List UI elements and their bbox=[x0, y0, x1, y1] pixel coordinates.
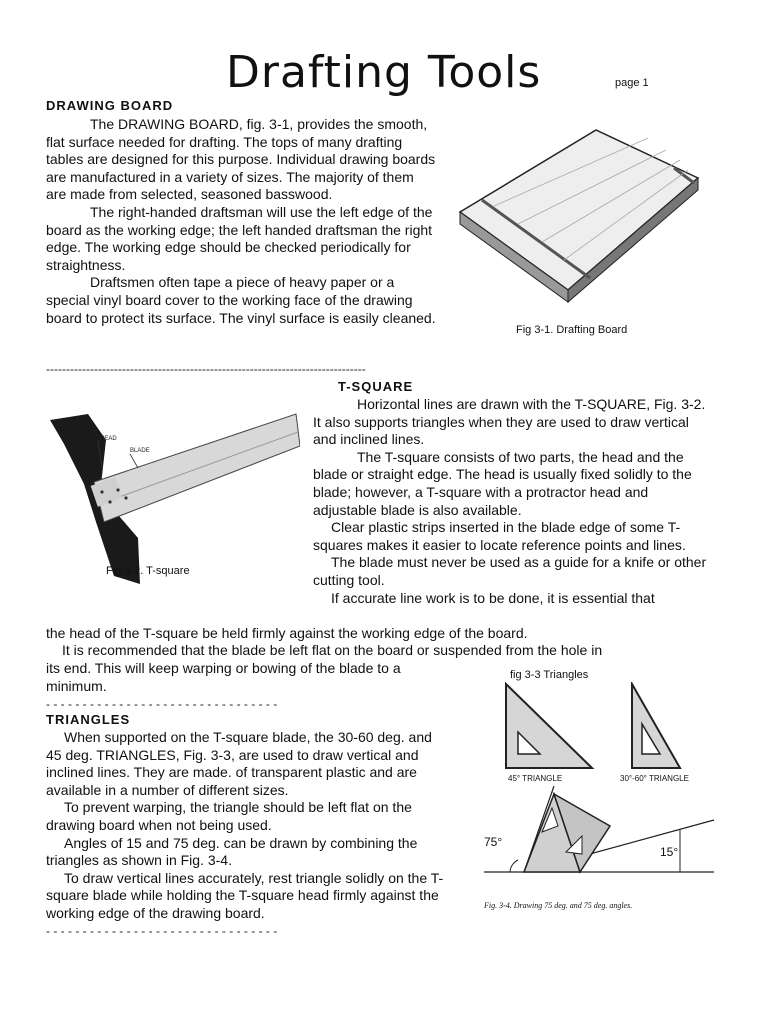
paragraph: The blade must never be used as a guide for a knife or other cutting tool. bbox=[313, 554, 707, 588]
fig-3-2-caption: Fig 3-2. T-square bbox=[106, 565, 190, 577]
paragraph: The DRAWING BOARD, fig. 3-1, provides the smooth, flat surface needed for drafting. The tops of many drafting tables are designed for this purpose. Individual drawing boards are manufactured in a variety of sizes. The majority of them are made from selected, seasoned basswood. bbox=[46, 116, 436, 203]
triangles-figure bbox=[484, 668, 716, 786]
t-square-text-rest: its end. This will keep warping or bowing of the blade to a minimum. bbox=[46, 660, 401, 694]
paragraph: If accurate line work is to be done, it is essential that bbox=[331, 589, 655, 606]
blade-label: BLADE bbox=[130, 448, 150, 454]
t-square-text-full-line: the head of the T-square be held firmly against the working edge of the board. bbox=[46, 625, 528, 641]
t-square-figure bbox=[44, 410, 300, 586]
paragraph: To draw vertical lines accurately, rest triangle solidly on the T-square blade while holding the T-square head firmly against the working edge of the drawing board. bbox=[46, 869, 444, 921]
drawing-board-heading: DRAWING BOARD bbox=[46, 98, 174, 113]
t-square-illustration bbox=[44, 410, 300, 586]
t-square-text-recommend: It is recommended that the blade be left flat on the board or suspended from the hole in bbox=[62, 642, 603, 658]
drafting-board-illustration bbox=[448, 108, 716, 348]
page-number: page 1 bbox=[615, 77, 649, 89]
paragraph: The T-square consists of two parts, the head and the blade or straight edge. The head is usually fixed solidly to the blade; however, a T-square with a protractor head and adjustable blade is also available. bbox=[313, 448, 692, 518]
label-75-degrees: 75° bbox=[484, 835, 503, 849]
paragraph: Angles of 15 and 75 deg. can be drawn by combining the triangles as shown in Fig. 3-4. bbox=[46, 834, 418, 869]
label-30-60-triangle: 30°-60° TRIANGLE bbox=[620, 774, 689, 783]
triangles-text bbox=[46, 729, 450, 923]
angles-figure bbox=[484, 786, 716, 918]
fig-3-1-caption: Fig 3-1. Drafting Board bbox=[516, 324, 628, 336]
angles-illustration bbox=[484, 786, 716, 918]
paragraph: Draftsmen often tape a piece of heavy paper or a special vinyl board cover to the working face of the drawing board to protect its surface. The vinyl surface is easily cleaned. bbox=[46, 274, 436, 326]
fig-3-4-caption: Fig. 3-4. Drawing 75 deg. and 75 deg. angles. bbox=[484, 901, 633, 910]
t-square-text bbox=[313, 396, 709, 607]
page-title: Drafting Tools bbox=[226, 47, 542, 98]
triangles-heading: TRIANGLES bbox=[46, 712, 131, 727]
paragraph: The right-handed draftsman will use the left edge of the board as the working edge; the left handed draftsman the right edge. The working edge should be checked periodically for straightness. bbox=[46, 203, 433, 273]
triangles-illustration bbox=[484, 682, 716, 786]
paragraph: Horizontal lines are drawn with the T-SQUARE, Fig. 3-2. It also supports triangles when they are used to draw vertical and inclined lines. bbox=[313, 396, 706, 448]
label-15-degrees: 15° bbox=[660, 845, 679, 859]
section-divider: - - - - - - - - - - - - - - - - - - - - - - - - - - - - - - - - bbox=[46, 924, 278, 938]
label-45-triangle: 45° TRIANGLE bbox=[508, 774, 563, 783]
head-label: HEAD bbox=[100, 436, 117, 442]
t-square-heading: T-SQUARE bbox=[338, 379, 414, 394]
paragraph: Clear plastic strips inserted in the blade edge of some T-squares makes it easier to locate reference points and lines. bbox=[313, 519, 686, 553]
paragraph: To prevent warping, the triangle should be left flat on the drawing board when not being used. bbox=[46, 799, 412, 833]
section-divider: - - - - - - - - - - - - - - - - - - - - - - - - - - - - - - - - bbox=[46, 697, 278, 711]
drawing-board-text bbox=[46, 116, 436, 327]
section-divider: -------------------------------------------------------------------------------- bbox=[46, 362, 366, 376]
drafting-board-figure bbox=[448, 108, 716, 348]
fig-3-3-caption: fig 3-3 Triangles bbox=[510, 669, 589, 681]
paragraph: When supported on the T-square blade, the 30-60 deg. and 45 deg. TRIANGLES, Fig. 3-3, are used to draw vertical and inclined lines. They are made. of transparent plastic and are available in a number of different sizes. bbox=[46, 729, 432, 798]
